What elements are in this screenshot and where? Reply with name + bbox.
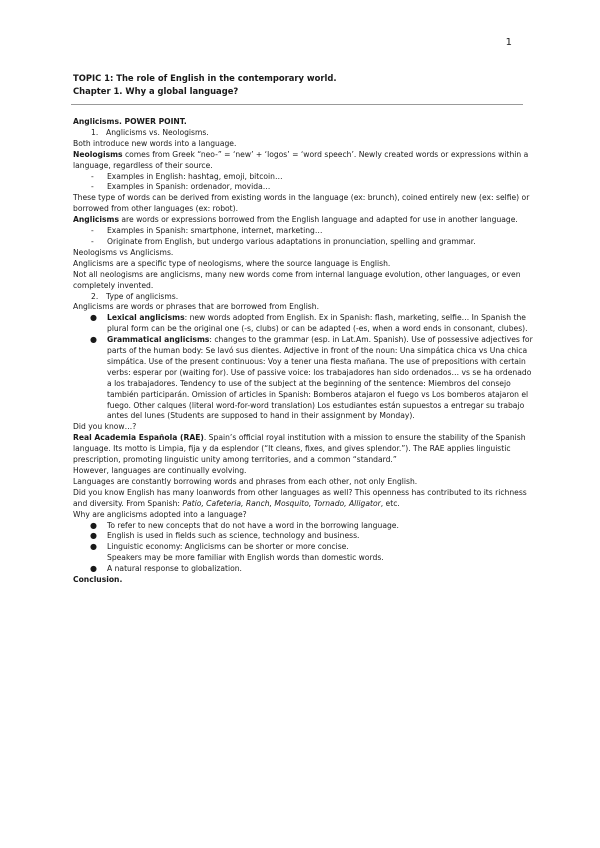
- dash-list-item: - Examples in Spanish: smartphone, internet, marketing…: [91, 226, 323, 236]
- paragraph: Anglicisms are a specific type of neologisms, where the source language is English.: [73, 258, 391, 268]
- bullet-list-item: ● To refer to new concepts that do not have a word in the borrowing language.: [90, 520, 399, 530]
- paragraph: However, languages are continually evolving.: [73, 466, 247, 475]
- bullet-list-item: ● Linguistic economy: Anglicisms can be shorter or more concise.: [90, 542, 349, 552]
- paragraph: Both introduce new words into a language.: [73, 138, 237, 148]
- bullet-icon: ●: [90, 335, 97, 345]
- numbered-item: 2. Type of anglicisms.: [91, 291, 179, 301]
- bullet-icon: ●: [90, 313, 97, 323]
- document-body: [73, 72, 533, 586]
- divider: [71, 104, 523, 105]
- paragraph: Languages are constantly borrowing words and phrases from each other, not only English.: [73, 476, 418, 486]
- bullet-list-item: ● English is used in fields such as science, technology and business.: [90, 531, 360, 541]
- conclusion-heading: Conclusion.: [73, 575, 123, 585]
- paragraph: Not all neologisms are anglicisms, many new words come from internal language evolution, other languages, or even completely invented.: [73, 269, 521, 290]
- paragraph: Neologisms vs Anglicisms.: [73, 247, 174, 257]
- paragraph: Real Academia Española (RAE). Spain’s official royal institution with a mission to ensure the stability of the Spanish language. Its motto is Limpia, fija y da esplendor (“It cleans, fixes, and gives splendor.”). The RAE applies linguistic prescription, promoting linguistic unity among territories, and a common “standard.”: [73, 433, 526, 465]
- chapter-title: Chapter 1. Why a global language?: [73, 86, 239, 96]
- paragraph: Neologisms comes from Greek “neo-” = ‘new’ + ‘logos’ = ‘word speech’. Newly created words or expressions within a language, regardless of their source.: [73, 149, 529, 170]
- bullet-icon: ●: [90, 542, 97, 552]
- paragraph: Anglicisms are words or expressions borrowed from the English language and adapted for use in another language.: [73, 215, 518, 225]
- bullet-list-item: ● Lexical anglicisms: new words adopted from English. Ex in Spanish: flash, marketing, selfie… In Spanish the plural form can be the original one (-s, clubs) or can be adapted (-es, when a word ends in consonant, clubes).: [90, 313, 528, 334]
- bullet-continuation: Speakers may be more familiar with English words than domestic words.: [107, 553, 384, 563]
- bullet-list-item: ● Grammatical anglicisms: changes to the grammar (esp. in Lat.Am. Spanish). Use of possessive adjectives for parts of the human body: Se lavó sus dientes. Adjective in front of the noun: Una simpática chica vs Una chica simpática. Use of the present continuous: Voy a tener una fiesta mañana. The use of prepositions with certain verbs: esperar por (waiting for). Use of passive voice: los trabajadores han sido ordenados… vs se ha ordenado a los trabajadores. Tendency to use of the subject at the beginning of the sentence: Miembros del consejo también participarán. Omission of articles in Spanish: Bomberos atajaron el fuego vs Los bomberos atajaron el fuego. Other calques (literal word-for-word translation) Los estudiantes están supuestos a entregar su trabajo antes del lunes (Students are supposed to hand in their assignment by Monday).: [90, 335, 533, 421]
- paragraph: Why are anglicisms adopted into a language?: [73, 509, 247, 519]
- paragraph: Anglicisms are words or phrases that are borrowed from English.: [73, 302, 319, 312]
- paragraph: Did you know…?: [73, 422, 137, 432]
- numbered-item: 1. Anglicisms vs. Neologisms.: [91, 127, 209, 137]
- topic-title: TOPIC 1: The role of English in the contemporary world.: [73, 73, 337, 83]
- paragraph: These type of words can be derived from existing words in the language (ex: brunch), coined entirely new (ex: selfie) or borrowed from other languages (ex: robot).: [73, 193, 530, 214]
- bullet-icon: ●: [90, 531, 97, 541]
- bullet-icon: ●: [90, 520, 97, 530]
- dash-list-item: - Examples in English: hashtag, emoji, bitcoin…: [91, 171, 283, 181]
- paragraph: Did you know English has many loanwords from other languages as well? This openness has contributed to its richness and diversity. From Spanish: Patio, Cafeteria, Ranch, Mosquito, Tornado, Alligator, etc.: [73, 487, 527, 508]
- dash-list-item: - Originate from English, but undergo various adaptations in pronunciation, spelling and grammar.: [91, 236, 476, 246]
- bullet-list-item: ● A natural response to globalization.: [90, 564, 242, 574]
- page-number: 1: [505, 37, 512, 48]
- section-heading: Anglicisms. POWER POINT.: [73, 117, 187, 126]
- bullet-icon: ●: [90, 564, 97, 574]
- dash-list-item: - Examples in Spanish: ordenador, movida…: [91, 182, 271, 192]
